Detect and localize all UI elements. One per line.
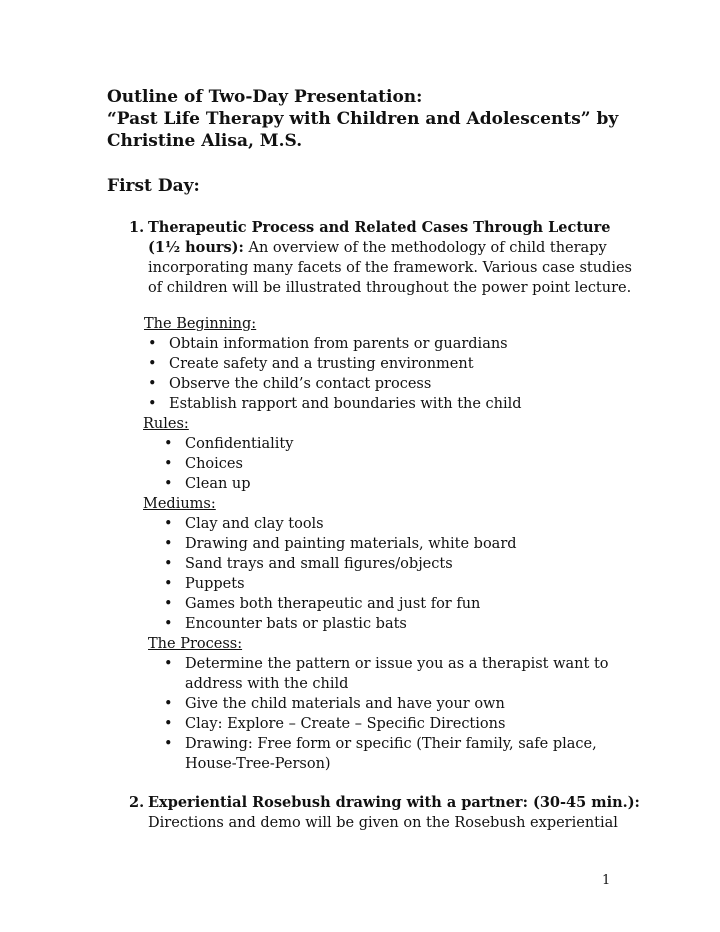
item-2-heading-line-1: Experiential Rosebush drawing with a partner: (30-45 min.): bbox=[148, 794, 640, 811]
bullet-icon: • bbox=[148, 396, 157, 412]
section-label-beginning: The Beginning: bbox=[144, 316, 257, 332]
item-1-heading-line-2: (1½ hours): bbox=[148, 239, 244, 256]
bullet-icon: • bbox=[164, 656, 173, 672]
day-heading: First Day: bbox=[107, 176, 200, 196]
bullet-icon: • bbox=[164, 536, 173, 552]
item-1-heading-line-1: Therapeutic Process and Related Cases Through Lecture bbox=[148, 219, 611, 236]
title-line-2: “Past Life Therapy with Children and Adolescents” by bbox=[107, 109, 619, 129]
bullet-icon: • bbox=[164, 576, 173, 592]
item-2-body bbox=[148, 793, 640, 833]
item-2-desc-line-1: Directions and demo will be given on the Rosebush experiential bbox=[148, 815, 618, 831]
item-1-number: 1. bbox=[129, 219, 145, 236]
page-number: 1 bbox=[602, 873, 611, 888]
document-title bbox=[107, 86, 667, 152]
bullet-icon: • bbox=[164, 436, 173, 452]
bullet-icon: • bbox=[148, 356, 157, 372]
bullet-icon: • bbox=[164, 596, 173, 612]
section-label-rules: Rules: bbox=[143, 416, 189, 432]
item-1-desc-line-3: of children will be illustrated throughout the power point lecture. bbox=[148, 280, 632, 296]
section-label-mediums: Mediums: bbox=[143, 496, 216, 512]
item-2-number: 2. bbox=[129, 794, 145, 811]
bullet-icon: • bbox=[164, 696, 173, 712]
bullet-icon: • bbox=[164, 556, 173, 572]
bullet-icon: • bbox=[164, 456, 173, 472]
section-label-process: The Process: bbox=[148, 636, 243, 652]
item-1-desc-line-1: An overview of the methodology of child therapy bbox=[243, 240, 607, 256]
bullet-icon: • bbox=[164, 716, 173, 732]
item-1-desc-line-2: incorporating many facets of the framework. Various case studies bbox=[148, 260, 632, 276]
document-page: Outline of Two-Day Presentation: “Past Life Therapy with Children and Adolescents” by Christine Alisa, M.S. First Day: 1. Therapeutic Process and Related Cases Through Lecture (1½ hours): An overview of the methodology of child therapy incorporating many facets of the framework. Various case studies of children will be illustrated throughout the power point lecture. The Beginning: • Obtain information from parents or guardians • Create safety and a trusting environment • Observe the child’s contact process • Establish rapport and boundaries with the child Rules: • Confidentiality • Choices • Clean up Mediums: • Clay and clay tools • Drawing and painting materials, white board • Sand trays and small figures/objects • Puppets • Games both therapeutic and just for fun • Encounter bats or plastic bats The Process: • Determine the pattern or issue you as a therapist want to address with the child • Give the child materials and have your own • Clay: Explore – Create – Specific Directions • Drawing: Free form or specific (Their family, safe place, House-Tree-Person) 2. Experiential Rosebush drawing with a partner: (30-45 min.): Directions and demo will be given on the Rosebush experiential 1 bbox=[0, 0, 720, 932]
bullet-icon: • bbox=[148, 376, 157, 392]
bullet-icon: • bbox=[164, 616, 173, 632]
bullet-icon: • bbox=[148, 336, 157, 352]
bullet-icon: • bbox=[164, 736, 173, 752]
title-line-3: Christine Alisa, M.S. bbox=[107, 131, 303, 151]
bullet-icon: • bbox=[164, 476, 173, 492]
title-line-1: Outline of Two-Day Presentation: bbox=[107, 87, 423, 107]
bullet-icon: • bbox=[164, 516, 173, 532]
item-1-body bbox=[148, 218, 632, 298]
